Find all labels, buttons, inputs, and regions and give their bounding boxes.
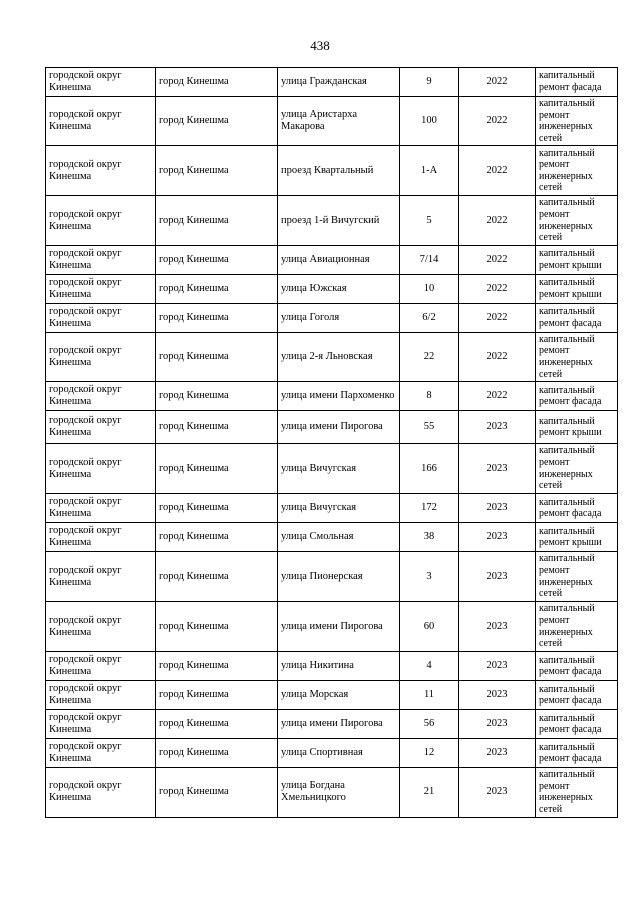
work-type-cell: капитальный ремонт инженерных сетей bbox=[536, 97, 618, 146]
district-cell: городской округ Кинешма bbox=[46, 444, 156, 494]
work-type-cell: капитальный ремонт инженерных сетей bbox=[536, 444, 618, 494]
table-row bbox=[46, 411, 618, 444]
table-row bbox=[46, 523, 618, 552]
house-number-cell: 3 bbox=[400, 552, 459, 602]
house-number-cell: 10 bbox=[400, 274, 459, 303]
work-type-cell: капитальный ремонт инженерных сетей bbox=[536, 768, 618, 817]
work-type-cell: капитальный ремонт фасада bbox=[536, 303, 618, 332]
city-cell: город Кинешма bbox=[156, 444, 278, 494]
house-number-cell: 8 bbox=[400, 382, 459, 411]
work-type-cell: капитальный ремонт фасада bbox=[536, 382, 618, 411]
year-cell: 2023 bbox=[459, 681, 536, 710]
table-row bbox=[46, 146, 618, 196]
street-cell: улица Аристарха Макарова bbox=[278, 97, 400, 146]
city-cell: город Кинешма bbox=[156, 146, 278, 196]
table-row bbox=[46, 739, 618, 768]
table-body bbox=[46, 68, 618, 818]
city-cell: город Кинешма bbox=[156, 739, 278, 768]
city-cell: город Кинешма bbox=[156, 681, 278, 710]
house-number-cell: 60 bbox=[400, 602, 459, 652]
table-row bbox=[46, 303, 618, 332]
table-row bbox=[46, 444, 618, 494]
house-number-cell: 172 bbox=[400, 494, 459, 523]
work-type-cell: капитальный ремонт инженерных сетей bbox=[536, 332, 618, 381]
year-cell: 2022 bbox=[459, 146, 536, 196]
house-number-cell: 56 bbox=[400, 710, 459, 739]
table-row bbox=[46, 68, 618, 97]
table-row bbox=[46, 494, 618, 523]
district-cell: городской округ Кинешма bbox=[46, 494, 156, 523]
street-cell: проезд Квартальный bbox=[278, 146, 400, 196]
street-cell: улица Смольная bbox=[278, 523, 400, 552]
city-cell: город Кинешма bbox=[156, 552, 278, 602]
year-cell: 2023 bbox=[459, 602, 536, 652]
house-number-cell: 55 bbox=[400, 411, 459, 444]
city-cell: город Кинешма bbox=[156, 68, 278, 97]
table-row bbox=[46, 681, 618, 710]
page-number: 438 bbox=[310, 38, 330, 53]
work-type-cell: капитальный ремонт инженерных сетей bbox=[536, 552, 618, 602]
district-cell: городской округ Кинешма bbox=[46, 332, 156, 381]
house-number-cell: 22 bbox=[400, 332, 459, 381]
work-type-cell: капитальный ремонт крыши bbox=[536, 411, 618, 444]
district-cell: городской округ Кинешма bbox=[46, 97, 156, 146]
work-type-cell: капитальный ремонт крыши bbox=[536, 274, 618, 303]
district-cell: городской округ Кинешма bbox=[46, 274, 156, 303]
house-number-cell: 166 bbox=[400, 444, 459, 494]
street-cell: улица Вичугская bbox=[278, 494, 400, 523]
work-type-cell: капитальный ремонт крыши bbox=[536, 523, 618, 552]
work-type-cell: капитальный ремонт фасада bbox=[536, 710, 618, 739]
street-cell: улица Вичугская bbox=[278, 444, 400, 494]
district-cell: городской округ Кинешма bbox=[46, 681, 156, 710]
work-type-cell: капитальный ремонт фасада bbox=[536, 739, 618, 768]
work-type-cell: капитальный ремонт инженерных сетей bbox=[536, 146, 618, 196]
table-row bbox=[46, 274, 618, 303]
district-cell: городской округ Кинешма bbox=[46, 146, 156, 196]
district-cell: городской округ Кинешма bbox=[46, 196, 156, 245]
district-cell: городской округ Кинешма bbox=[46, 303, 156, 332]
year-cell: 2023 bbox=[459, 523, 536, 552]
year-cell: 2022 bbox=[459, 97, 536, 146]
table-row bbox=[46, 332, 618, 381]
table-row bbox=[46, 768, 618, 817]
district-cell: городской округ Кинешма bbox=[46, 602, 156, 652]
year-cell: 2023 bbox=[459, 552, 536, 602]
house-number-cell: 100 bbox=[400, 97, 459, 146]
city-cell: город Кинешма bbox=[156, 768, 278, 817]
house-number-cell: 5 bbox=[400, 196, 459, 245]
table-row bbox=[46, 710, 618, 739]
street-cell: улица Гоголя bbox=[278, 303, 400, 332]
city-cell: город Кинешма bbox=[156, 97, 278, 146]
street-cell: проезд 1-й Вичугский bbox=[278, 196, 400, 245]
street-cell: улица Морская bbox=[278, 681, 400, 710]
district-cell: городской округ Кинешма bbox=[46, 245, 156, 274]
work-type-cell: капитальный ремонт фасада bbox=[536, 681, 618, 710]
year-cell: 2022 bbox=[459, 68, 536, 97]
table-row bbox=[46, 382, 618, 411]
city-cell: город Кинешма bbox=[156, 652, 278, 681]
year-cell: 2023 bbox=[459, 652, 536, 681]
city-cell: город Кинешма bbox=[156, 303, 278, 332]
year-cell: 2023 bbox=[459, 710, 536, 739]
city-cell: город Кинешма bbox=[156, 411, 278, 444]
year-cell: 2022 bbox=[459, 332, 536, 381]
street-cell: улица Авиационная bbox=[278, 245, 400, 274]
year-cell: 2023 bbox=[459, 411, 536, 444]
district-cell: городской округ Кинешма bbox=[46, 768, 156, 817]
year-cell: 2022 bbox=[459, 382, 536, 411]
street-cell: улица 2-я Льновская bbox=[278, 332, 400, 381]
street-cell: улица имени Пархоменко bbox=[278, 382, 400, 411]
house-number-cell: 4 bbox=[400, 652, 459, 681]
district-cell: городской округ Кинешма bbox=[46, 523, 156, 552]
street-cell: улица имени Пирогова bbox=[278, 710, 400, 739]
city-cell: город Кинешма bbox=[156, 332, 278, 381]
table-row bbox=[46, 652, 618, 681]
year-cell: 2023 bbox=[459, 494, 536, 523]
district-cell: городской округ Кинешма bbox=[46, 68, 156, 97]
city-cell: город Кинешма bbox=[156, 245, 278, 274]
district-cell: городской округ Кинешма bbox=[46, 652, 156, 681]
city-cell: город Кинешма bbox=[156, 494, 278, 523]
table-row bbox=[46, 196, 618, 245]
district-cell: городской округ Кинешма bbox=[46, 382, 156, 411]
street-cell: улица имени Пирогова bbox=[278, 602, 400, 652]
table-row bbox=[46, 602, 618, 652]
table-row bbox=[46, 552, 618, 602]
year-cell: 2022 bbox=[459, 196, 536, 245]
city-cell: город Кинешма bbox=[156, 274, 278, 303]
work-type-cell: капитальный ремонт фасада bbox=[536, 68, 618, 97]
house-number-cell: 9 bbox=[400, 68, 459, 97]
city-cell: город Кинешма bbox=[156, 382, 278, 411]
work-type-cell: капитальный ремонт инженерных сетей bbox=[536, 196, 618, 245]
house-number-cell: 12 bbox=[400, 739, 459, 768]
street-cell: улица Южская bbox=[278, 274, 400, 303]
district-cell: городской округ Кинешма bbox=[46, 739, 156, 768]
house-number-cell: 6/2 bbox=[400, 303, 459, 332]
table-row bbox=[46, 97, 618, 146]
district-cell: городской округ Кинешма bbox=[46, 411, 156, 444]
year-cell: 2022 bbox=[459, 274, 536, 303]
year-cell: 2023 bbox=[459, 739, 536, 768]
street-cell: улица Никитина bbox=[278, 652, 400, 681]
street-cell: улица Богдана Хмельницкого bbox=[278, 768, 400, 817]
table-row bbox=[46, 245, 618, 274]
house-number-cell: 38 bbox=[400, 523, 459, 552]
work-type-cell: капитальный ремонт фасада bbox=[536, 494, 618, 523]
house-number-cell: 11 bbox=[400, 681, 459, 710]
year-cell: 2022 bbox=[459, 303, 536, 332]
year-cell: 2023 bbox=[459, 444, 536, 494]
city-cell: город Кинешма bbox=[156, 602, 278, 652]
city-cell: город Кинешма bbox=[156, 196, 278, 245]
work-type-cell: капитальный ремонт инженерных сетей bbox=[536, 602, 618, 652]
street-cell: улица Гражданская bbox=[278, 68, 400, 97]
year-cell: 2022 bbox=[459, 245, 536, 274]
district-cell: городской округ Кинешма bbox=[46, 552, 156, 602]
city-cell: город Кинешма bbox=[156, 523, 278, 552]
register-table bbox=[45, 67, 618, 818]
year-cell: 2023 bbox=[459, 768, 536, 817]
district-cell: городской округ Кинешма bbox=[46, 710, 156, 739]
house-number-cell: 1-А bbox=[400, 146, 459, 196]
house-number-cell: 7/14 bbox=[400, 245, 459, 274]
street-cell: улица имени Пирогова bbox=[278, 411, 400, 444]
work-type-cell: капитальный ремонт фасада bbox=[536, 652, 618, 681]
house-number-cell: 21 bbox=[400, 768, 459, 817]
city-cell: город Кинешма bbox=[156, 710, 278, 739]
street-cell: улица Спортивная bbox=[278, 739, 400, 768]
street-cell: улица Пионерская bbox=[278, 552, 400, 602]
work-type-cell: капитальный ремонт крыши bbox=[536, 245, 618, 274]
